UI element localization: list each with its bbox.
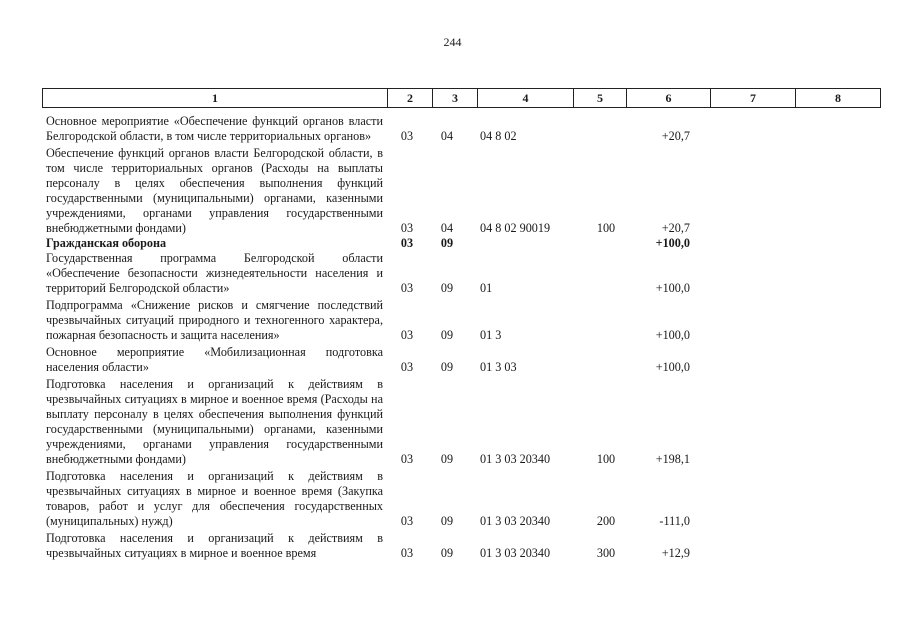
row-expense-type xyxy=(584,251,628,298)
row-name: Обеспечение функций органов власти Белгородской области, в том числе территориальных органов (Расходы на выплаты персоналу в целях обеспечения выполнения функций государственными (муниципальными) органами, казенными учреждениями, органами управления государственными внебюджетными фондами) xyxy=(46,146,383,235)
row-section: 03 xyxy=(400,281,414,295)
row-target-code: 04 8 02 90019 xyxy=(480,221,551,235)
row-amount: +100,0 xyxy=(655,328,690,342)
row-name: Подпрограмма «Снижение рисков и смягчение последствий чрезвычайных ситуаций природного и техногенного характера, пожарная безопасность и защита населения» xyxy=(46,298,383,342)
row-amount: +100,0 xyxy=(655,281,690,295)
row-name: Подготовка населения и организаций к действиям в чрезвычайных ситуациях в мирное и военное время xyxy=(46,531,383,560)
column-header-4: 4 xyxy=(478,89,574,108)
row-subsection: 09 xyxy=(440,452,454,466)
row-expense-type: 100 xyxy=(596,221,616,235)
row-expense-type xyxy=(584,236,628,251)
row-target-code: 01 3 03 20340 xyxy=(480,452,551,466)
column-header-5: 5 xyxy=(574,89,627,108)
table-row xyxy=(46,146,690,236)
row-section: 03 xyxy=(400,328,414,342)
table-row xyxy=(46,469,690,531)
table-row xyxy=(46,236,690,251)
row-subsection: 09 xyxy=(440,546,454,560)
column-header-table xyxy=(42,88,881,108)
row-name: Основное мероприятие «Обеспечение функций органов власти Белгородской области, в том числе территориальных органов» xyxy=(46,114,383,143)
column-header-2: 2 xyxy=(388,89,433,108)
table-row xyxy=(46,298,690,345)
row-name: Государственная программа Белгородской области «Обеспечение безопасности жизнедеятельности населения и территорий Белгородской области» xyxy=(46,251,383,295)
row-amount: +20,7 xyxy=(661,129,690,143)
row-subsection: 04 xyxy=(440,129,454,143)
row-amount: +198,1 xyxy=(655,452,690,466)
row-section: 03 xyxy=(400,452,414,466)
row-name: Подготовка населения и организаций к действиям в чрезвычайных ситуациях в мирное и военное время (Расходы на выплату персоналу в целях обеспечения выполнения функций государственными (муниципальными) органами, казенными учреждениями, органами управления государственными внебюджетными фондами) xyxy=(46,377,383,466)
row-target-code: 01 3 03 xyxy=(480,360,517,374)
row-expense-type xyxy=(584,345,628,377)
row-target-code: 01 3 03 20340 xyxy=(480,514,551,528)
row-section: 03 xyxy=(400,129,414,143)
row-subsection: 09 xyxy=(440,328,454,342)
column-header-row xyxy=(43,89,881,108)
row-amount: +100,0 xyxy=(655,360,690,374)
row-expense-type xyxy=(584,298,628,345)
row-section: 03 xyxy=(400,546,414,560)
row-amount: +12,9 xyxy=(661,546,690,560)
row-target-code: 04 8 02 xyxy=(480,129,517,143)
table-row xyxy=(46,345,690,377)
table-row xyxy=(46,377,690,469)
column-header-7: 7 xyxy=(711,89,796,108)
row-section: 03 xyxy=(400,236,414,250)
row-section: 03 xyxy=(400,360,414,374)
row-target-code: 01 3 xyxy=(480,328,502,342)
row-name: Подготовка населения и организаций к действиям в чрезвычайных ситуациях в мирное и военное время (Закупка товаров, работ и услуг для обеспечения государственных (муниципальных) нужд) xyxy=(46,469,383,528)
row-expense-type: 300 xyxy=(596,546,616,560)
row-target-code xyxy=(457,236,584,251)
table-row xyxy=(46,251,690,298)
row-expense-type: 200 xyxy=(596,514,616,528)
page-number: 244 xyxy=(443,35,462,49)
column-header-6: 6 xyxy=(627,89,711,108)
row-expense-type: 100 xyxy=(596,452,616,466)
row-amount: +20,7 xyxy=(661,221,690,235)
row-section: 03 xyxy=(400,514,414,528)
row-name: Основное мероприятие «Мобилизационная подготовка населения области» xyxy=(46,345,383,374)
column-header-3: 3 xyxy=(433,89,478,108)
table-row xyxy=(46,114,690,146)
row-name: Гражданская оборона xyxy=(46,236,167,250)
column-header-1: 1 xyxy=(43,89,388,108)
row-target-code: 01 xyxy=(480,281,493,295)
row-subsection: 09 xyxy=(440,236,454,250)
row-section: 03 xyxy=(400,221,414,235)
row-subsection: 09 xyxy=(440,514,454,528)
row-amount: -111,0 xyxy=(659,514,690,528)
budget-table xyxy=(46,114,690,563)
row-target-code: 01 3 03 20340 xyxy=(480,546,551,560)
row-subsection: 09 xyxy=(440,360,454,374)
row-expense-type xyxy=(584,114,628,146)
table-row xyxy=(46,531,690,563)
column-header-8: 8 xyxy=(796,89,881,108)
row-subsection: 09 xyxy=(440,281,454,295)
row-amount: +100,0 xyxy=(655,236,690,250)
row-subsection: 04 xyxy=(440,221,454,235)
